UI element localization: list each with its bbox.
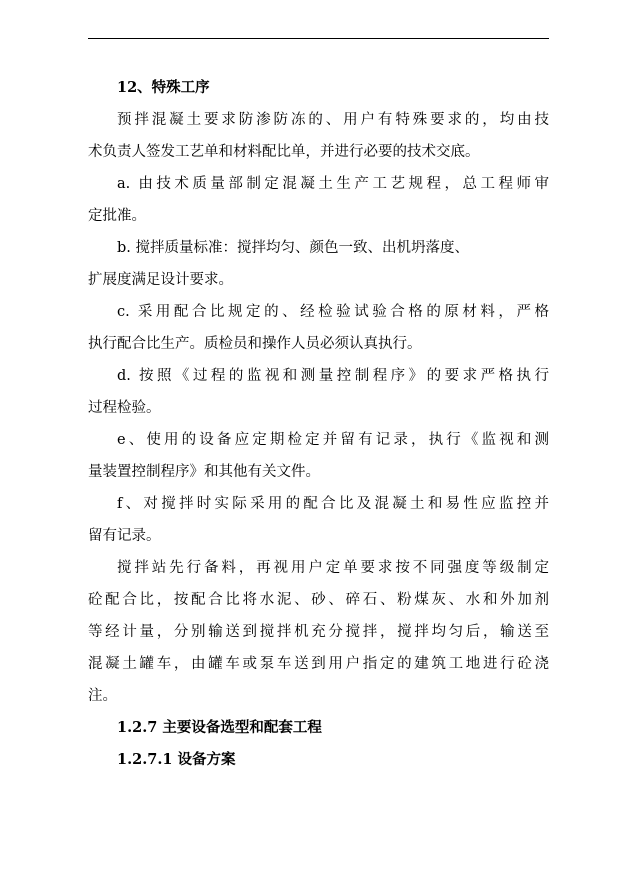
paragraph-line: c. 采用配合比规定的、经检验试验合格的原材料，严格 — [117, 304, 549, 320]
paragraph-line: 扩展度满足设计要求。 — [88, 272, 233, 288]
paragraph-line: 定批准。 — [88, 208, 146, 224]
paragraph-line: 混凝土罐车，由罐车或泵车送到用户指定的建筑工地进行砼浇 — [88, 656, 549, 672]
paragraph-item-f — [88, 488, 549, 552]
paragraph-line: 量装置控制程序》和其他有关文件。 — [88, 464, 320, 480]
document-body — [88, 72, 549, 776]
section-heading: 12、特殊工序 — [117, 79, 210, 96]
paragraph-line: a. 由技术质量部制定混凝土生产工艺规程，总工程师审 — [117, 176, 549, 192]
subheading-equipment-plan: 1.2.7.1 设备方案 — [117, 751, 236, 768]
paragraph-line: 注。 — [88, 688, 117, 704]
paragraph-line: f、对搅拌时实际采用的配合比及混凝土和易性应监控并 — [117, 496, 549, 512]
paragraph-item-c — [88, 296, 549, 360]
paragraph-line: 预拌混凝土要求防渗防冻的、用户有特殊要求的，均由技 — [117, 112, 549, 128]
paragraph-line: 等经计量，分别输送到搅拌机充分搅拌，搅拌均匀后，输送至 — [88, 624, 549, 640]
paragraph-line: d. 按照《过程的监视和测量控制程序》的要求严格执行 — [117, 368, 549, 384]
paragraph-line: 执行配合比生产。质检员和操作人员必须认真执行。 — [88, 336, 422, 352]
paragraph-item-a — [88, 168, 549, 232]
paragraph-line: 搅拌站先行备料，再视用户定单要求按不同强度等级制定 — [117, 560, 549, 576]
header-rule — [88, 38, 549, 39]
paragraph-mixing-station — [88, 552, 549, 712]
paragraph-line: b. 搅拌质量标准：搅拌均匀、颜色一致、出机坍落度、 — [117, 240, 469, 256]
paragraph-line: 过程检验。 — [88, 400, 161, 416]
paragraph-item-e — [88, 424, 549, 488]
subheading-equipment-selection: 1.2.7 主要设备选型和配套工程 — [117, 719, 322, 736]
paragraph-special-requirements — [88, 104, 549, 168]
paragraph-item-d — [88, 360, 549, 424]
paragraph-line: e、使用的设备应定期检定并留有记录，执行《监视和测 — [117, 432, 549, 448]
paragraph-item-b — [88, 232, 549, 296]
paragraph-line: 术负责人签发工艺单和材料配比单，并进行必要的技术交底。 — [88, 144, 480, 160]
paragraph-line: 砼配合比，按配合比将水泥、砂、碎石、粉煤灰、水和外加剂 — [88, 592, 549, 608]
paragraph-line: 留有记录。 — [88, 528, 161, 544]
